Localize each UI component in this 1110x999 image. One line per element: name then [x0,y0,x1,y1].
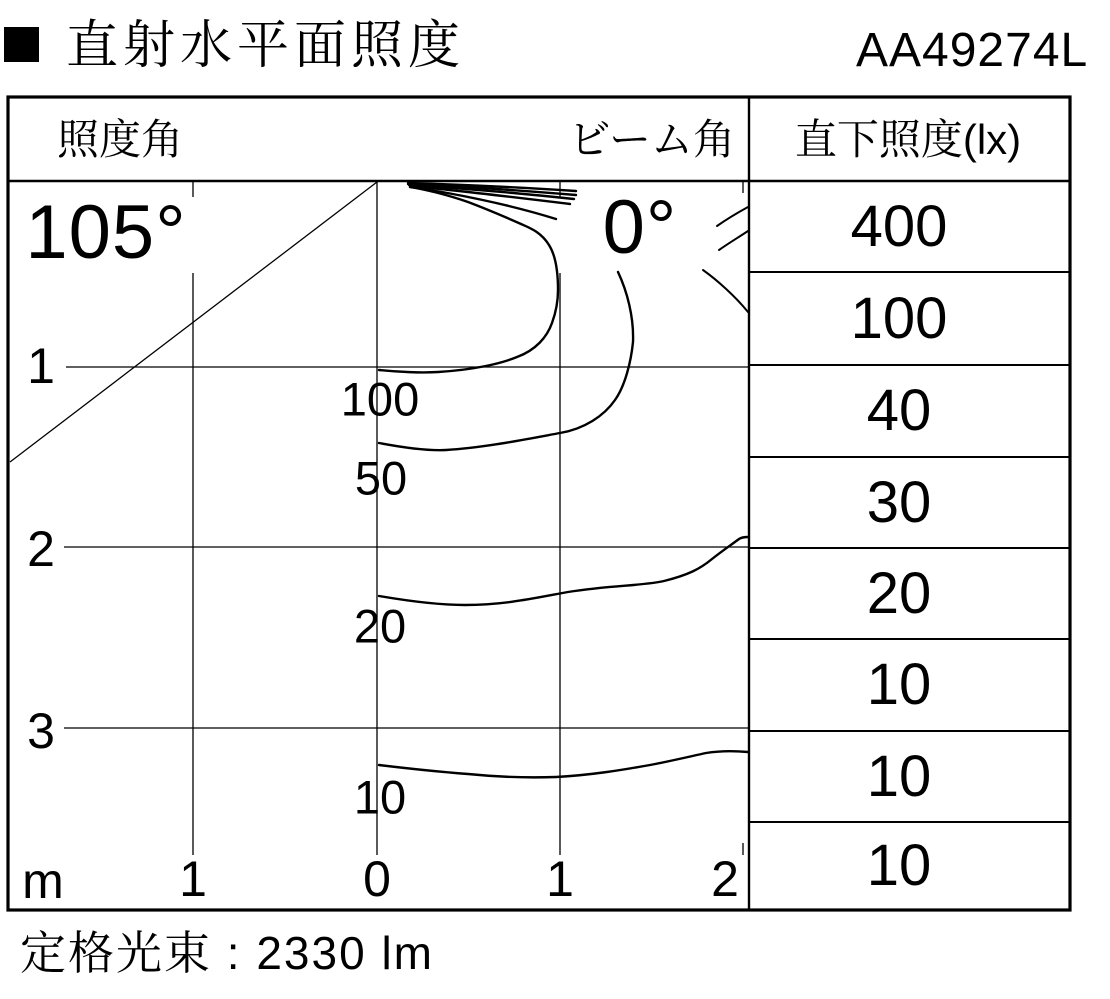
product-code: AA49274L [856,24,1089,77]
x-unit-m: m [22,853,64,909]
table-cell-lux-row5: 20 [866,561,932,626]
contour-leader-upper-1 [717,207,748,226]
table-cell-lux-row1: 400 [850,194,948,259]
x-tick-0: 0 [363,851,391,907]
contour-leader-upper-2 [719,231,748,250]
beam-angle-value: 0° [602,185,678,270]
header-illuminance-angle: 照度角 [57,116,184,163]
y-tick-3m: 3 [27,703,55,759]
contour-label-100: 100 [340,372,420,426]
table-cell-lux-row2: 100 [850,286,948,351]
contour-label-10: 10 [353,770,407,824]
x-tick-left-1: 1 [179,851,207,907]
contour-100lx [379,187,558,372]
rated-luminous-flux: 定格光束 : 2330 lm [20,927,434,979]
contour-leader-lower [703,270,748,312]
table-cell-lux-row6: 10 [866,652,932,717]
iso-lux-contours [379,183,748,777]
contour-label-20: 20 [353,599,407,653]
x-tick-right-2: 2 [711,851,739,907]
header-direct-illuminance: 直下照度(lx) [794,116,1022,163]
x-tick-right-1: 1 [546,851,574,907]
table-cell-lux-row3: 40 [866,378,932,443]
illuminance-angle-value: 105° [25,190,187,275]
y-tick-2m: 2 [27,521,55,577]
table-cell-lux-row7: 10 [866,744,932,809]
contour-10lx [379,751,748,777]
grid-lines [64,182,749,855]
page-title: 直射水平面照度 [66,17,466,75]
y-tick-1m: 1 [27,338,55,394]
contour-label-50: 50 [354,451,408,505]
table-cell-lux-row8: 10 [866,833,932,898]
table-cell-lux-row4: 30 [866,470,932,535]
header-beam-angle: ビーム角 [568,116,735,163]
